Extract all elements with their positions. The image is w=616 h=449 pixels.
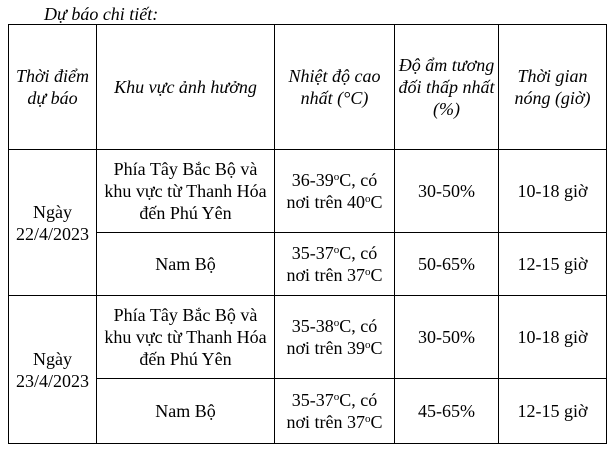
date-cell: Ngày 22/4/2023: [9, 150, 97, 296]
temp-cell: 36-39$^o$C, có nơi trên 40$^o$C: [275, 150, 395, 233]
table-row: [9, 379, 607, 444]
duration-cell: 10-18 giờ: [499, 150, 607, 233]
header-time: Thời điểm dự báo: [9, 25, 97, 150]
region-cell: Phía Tây Bắc Bộ và khu vực từ Thanh Hóa đến Phú Yên: [97, 150, 275, 233]
header-temp: Nhiệt độ cao nhất (°C): [275, 25, 395, 150]
duration-cell: 12-15 giờ: [499, 233, 607, 296]
humidity-cell: 30-50%: [395, 150, 499, 233]
forecast-caption: Dự báo chi tiết:: [44, 4, 159, 24]
table-row: [9, 296, 607, 379]
temp-cell: 35-37$^o$C, có nơi trên 37$^o$C: [275, 379, 395, 444]
duration-cell: 10-18 giờ: [499, 296, 607, 379]
humidity-cell: 45-65%: [395, 379, 499, 444]
temp-cell: 35-38$^o$C, có nơi trên 39$^o$C: [275, 296, 395, 379]
forecast-table: [8, 24, 607, 444]
table-row: [9, 150, 607, 233]
date-cell: Ngày 23/4/2023: [9, 296, 97, 444]
table-row: [9, 233, 607, 296]
header-region: Khu vực ảnh hưởng: [97, 25, 275, 150]
humidity-cell: 50-65%: [395, 233, 499, 296]
region-cell: Phía Tây Bắc Bộ và khu vực từ Thanh Hóa đến Phú Yên: [97, 296, 275, 379]
header-humidity: Độ ẩm tương đối thấp nhất (%): [395, 25, 499, 150]
humidity-cell: 30-50%: [395, 296, 499, 379]
region-cell: Nam Bộ: [97, 233, 275, 296]
header-row: [9, 25, 607, 150]
temp-cell: 35-37$^o$C, có nơi trên 37$^o$C: [275, 233, 395, 296]
header-duration: Thời gian nóng (giờ): [499, 25, 607, 150]
region-cell: Nam Bộ: [97, 379, 275, 444]
duration-cell: 12-15 giờ: [499, 379, 607, 444]
